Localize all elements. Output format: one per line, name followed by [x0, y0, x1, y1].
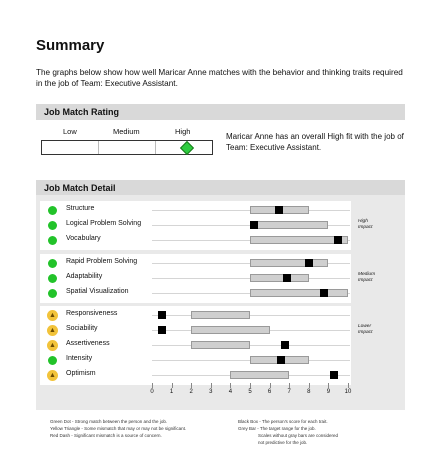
- score-box: [275, 206, 283, 214]
- legend-green: Green Dot - Strong match between the person and the job.: [50, 419, 168, 424]
- impact-label-line: Impact: [358, 278, 373, 283]
- trait-track: [152, 315, 350, 316]
- rating-level-high: High: [175, 127, 191, 136]
- legend-black: Black Box - The person's score for each trait.: [238, 419, 328, 424]
- trait-label: Logical Problem Solving: [66, 220, 142, 227]
- yellow-triangle-icon: ▲: [47, 310, 58, 321]
- impact-label: [358, 272, 375, 284]
- axis-tick: [250, 383, 251, 388]
- rating-divider: [98, 141, 99, 154]
- score-box: [305, 259, 313, 267]
- trait-label: Structure: [66, 205, 95, 212]
- axis-tick: [211, 383, 212, 388]
- page-title: Summary: [36, 37, 105, 54]
- score-box: [283, 274, 291, 282]
- axis-tick-label: 10: [344, 389, 352, 395]
- axis-tick: [152, 383, 153, 388]
- impact-label-line: Impact: [358, 330, 373, 335]
- axis-tick: [172, 383, 173, 388]
- green-dot-icon: [48, 206, 57, 215]
- impact-label: [358, 219, 372, 231]
- trait-label: Rapid Problem Solving: [66, 258, 138, 265]
- axis-tick-label: 3: [209, 389, 213, 395]
- legend-right: [238, 418, 338, 446]
- legend-grey: Grey Bar - The target range for the job.: [238, 426, 316, 431]
- trait-row: [40, 286, 351, 301]
- rating-bar: [41, 140, 213, 155]
- green-dot-icon: [48, 356, 57, 365]
- target-range-bar: [191, 311, 250, 319]
- trait-row: [40, 271, 351, 286]
- trait-group: [40, 306, 351, 385]
- legend-red: Red Dash - Significant mismatch is a source of concern.: [50, 433, 162, 438]
- yellow-triangle-icon: ▲: [47, 325, 58, 336]
- axis-tick: [191, 383, 192, 388]
- trait-group: [40, 201, 351, 250]
- score-box: [320, 289, 328, 297]
- axis-tick-label: 9: [326, 389, 331, 395]
- axis-tick-label: 6: [267, 389, 272, 395]
- rating-statement: Maricar Anne has an overall High fit with the job of Team: Executive Assistant.: [226, 132, 404, 152]
- impact-label-line: Impact: [358, 225, 373, 230]
- trait-label: Optimism: [66, 370, 96, 377]
- trait-group: [40, 254, 351, 303]
- target-range-bar: [191, 341, 250, 349]
- trait-label: Responsiveness: [66, 310, 118, 317]
- green-dot-icon: [48, 289, 57, 298]
- green-dot-icon: [48, 274, 57, 283]
- fit-indicator-diamond: [180, 141, 194, 155]
- axis-tick-label: 0: [150, 389, 154, 395]
- trait-row: [40, 323, 351, 338]
- score-box: [334, 236, 342, 244]
- axis-tick-label: 5: [248, 389, 252, 395]
- intro-text: The graphs below show how well Maricar Anne matches with the behavior and thinking traits required in the job of Team: Executive Assistant.: [36, 68, 403, 88]
- trait-row: [40, 233, 351, 248]
- legend-yellow: Yellow Triangle - Some mismatch that may or may not be significant.: [50, 426, 187, 431]
- axis-tick: [230, 383, 231, 388]
- score-box: [158, 326, 166, 334]
- trait-row: [40, 218, 351, 233]
- rating-divider: [155, 141, 156, 154]
- trait-track: [152, 345, 350, 346]
- trait-row: [40, 256, 351, 271]
- trait-label: Sociability: [66, 325, 98, 332]
- yellow-triangle-icon: ▲: [47, 370, 58, 381]
- trait-label: Intensity: [66, 355, 93, 362]
- green-dot-icon: [48, 236, 57, 245]
- legend-left: [50, 418, 186, 439]
- target-range-bar: [230, 371, 289, 379]
- trait-row: [40, 338, 351, 353]
- job-match-detail-header: Job Match Detail: [36, 180, 405, 196]
- trait-label: Spatial Visualization: [66, 288, 129, 295]
- axis-tick: [309, 383, 310, 388]
- trait-label: Assertiveness: [66, 340, 110, 347]
- impact-label-line: Medium: [358, 272, 376, 277]
- score-box: [281, 341, 289, 349]
- axis-tick: [348, 383, 349, 388]
- job-match-rating-header: Job Match Rating: [36, 104, 405, 120]
- target-range-bar: [250, 274, 309, 282]
- yellow-triangle-icon: ▲: [47, 340, 58, 351]
- impact-label-line: High: [358, 219, 368, 224]
- legend-note: not predictive for the job.: [258, 440, 308, 445]
- impact-label: [358, 324, 372, 336]
- score-box: [330, 371, 338, 379]
- impact-label-line: Lower: [358, 324, 372, 329]
- score-box: [277, 356, 285, 364]
- axis-tick: [328, 383, 329, 388]
- rating-level-low: Low: [63, 127, 77, 136]
- green-dot-icon: [48, 221, 57, 230]
- green-dot-icon: [48, 259, 57, 268]
- trait-row: [40, 368, 351, 383]
- trait-row: [40, 353, 351, 368]
- target-range-bar: [250, 289, 348, 297]
- score-box: [158, 311, 166, 319]
- trait-label: Adaptability: [66, 273, 103, 280]
- rating-level-medium: Medium: [113, 127, 140, 136]
- axis-tick: [289, 383, 290, 388]
- target-range-bar: [250, 259, 328, 267]
- axis-tick: [270, 383, 271, 388]
- score-box: [250, 221, 258, 229]
- axis-tick-label: 2: [189, 389, 193, 395]
- axis-tick-label: 8: [307, 389, 311, 395]
- axis-tick-label: 7: [287, 389, 291, 395]
- axis-tick-label: 1: [169, 389, 174, 395]
- legend-note: Scales without gray bars are considered: [258, 433, 339, 438]
- trait-row: [40, 308, 351, 323]
- trait-label: Vocabulary: [66, 235, 101, 242]
- target-range-bar: [250, 221, 328, 229]
- axis-tick-label: 4: [228, 389, 233, 395]
- target-range-bar: [191, 326, 269, 334]
- trait-row: [40, 203, 351, 218]
